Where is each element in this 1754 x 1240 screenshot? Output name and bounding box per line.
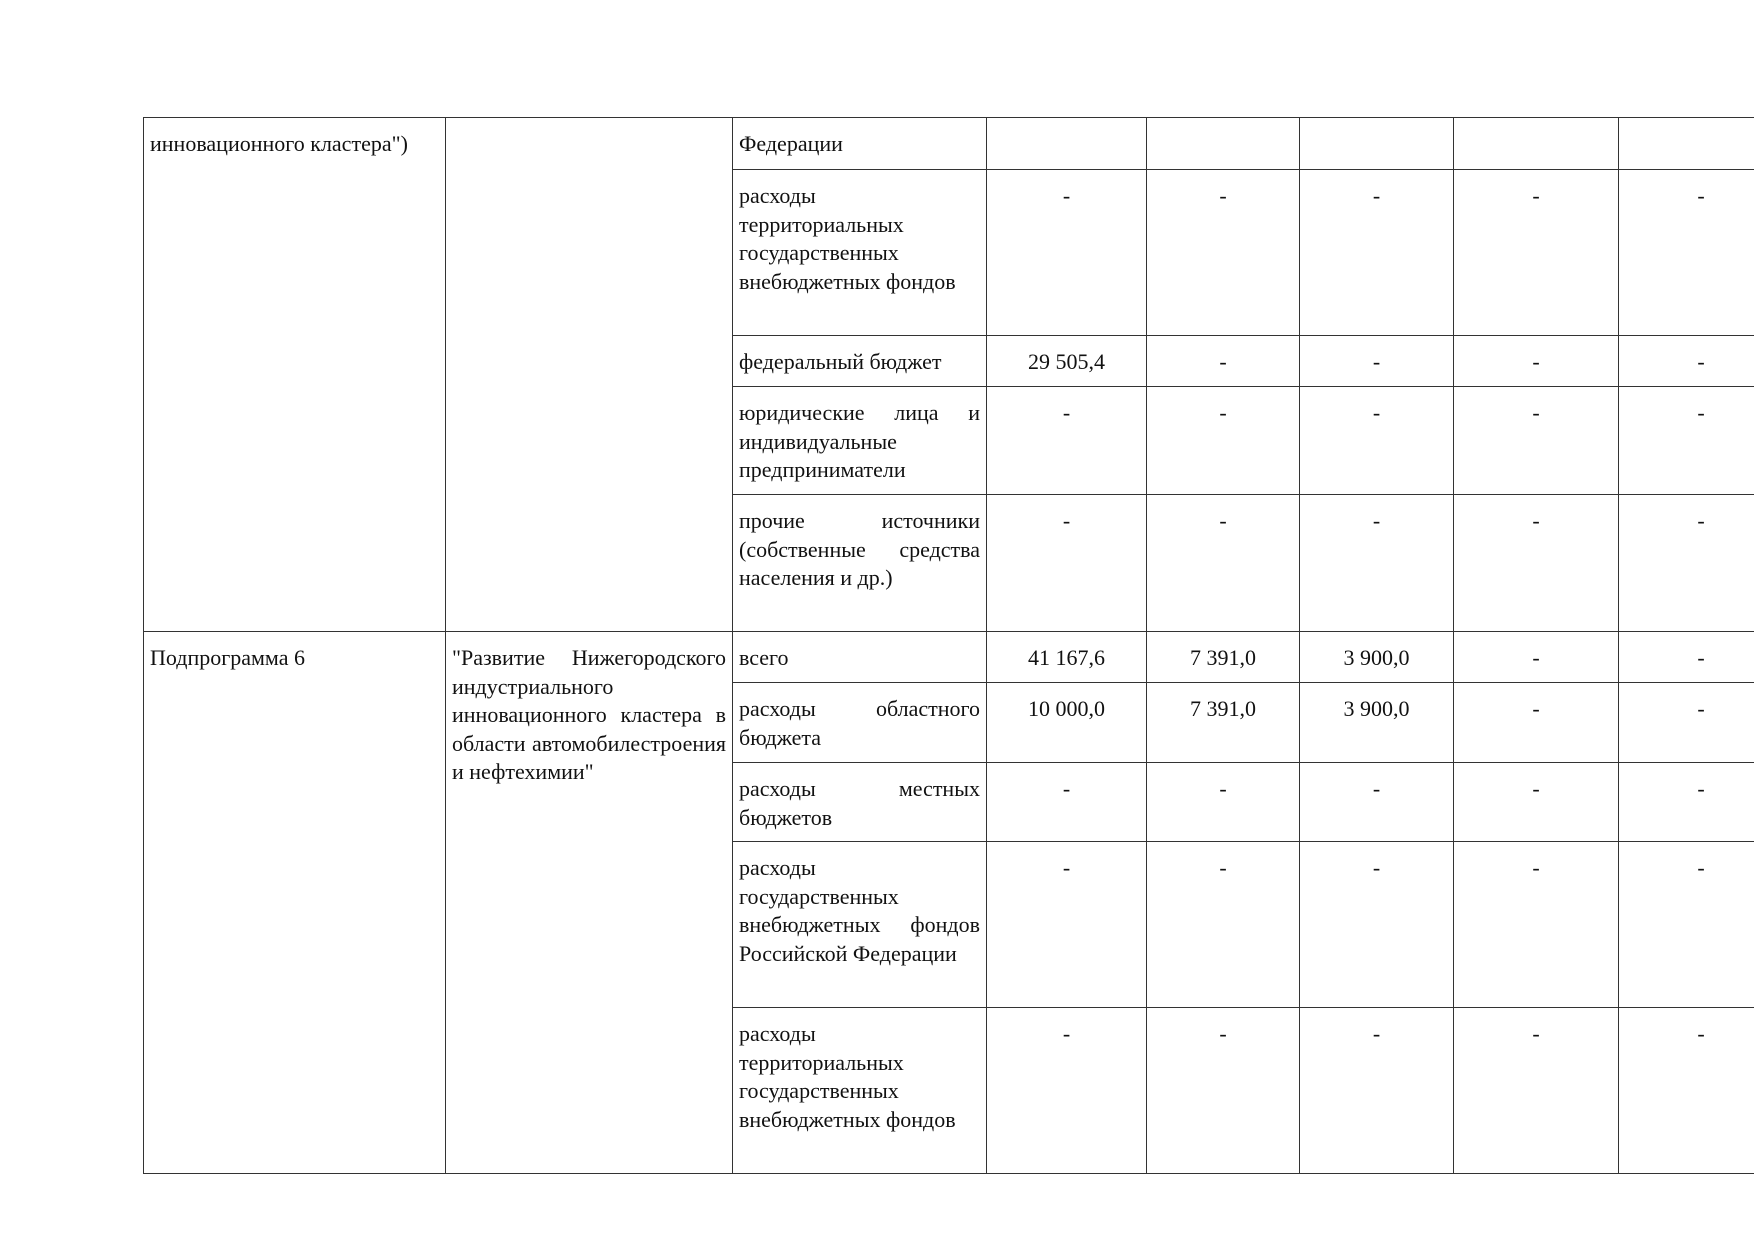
value-cell: -	[1454, 632, 1619, 683]
value-cell: 7 391,0	[1147, 632, 1300, 683]
value-cell: -	[1147, 842, 1300, 1008]
value-cell: -	[1300, 495, 1454, 632]
value-cell: -	[1619, 683, 1754, 763]
value-cell: -	[987, 170, 1147, 336]
value-cell: -	[1619, 387, 1754, 495]
value-cell: -	[1454, 170, 1619, 336]
value-cell: -	[1619, 1008, 1754, 1174]
value-cell: 7 391,0	[1147, 683, 1300, 763]
value-cell: -	[1454, 842, 1619, 1008]
value-cell: -	[1454, 683, 1619, 763]
value-cell	[1300, 118, 1454, 170]
value-cell: -	[1454, 387, 1619, 495]
funding-source-cell: расходы государственных внебюджетных фондов Российской Федерации	[733, 842, 987, 1008]
value-cell: -	[1454, 763, 1619, 842]
funding-source-cell: расходы областного бюджета	[733, 683, 987, 763]
value-cell: -	[1147, 170, 1300, 336]
subprogram-label-cell	[144, 632, 446, 1174]
funding-source-cell: расходы территориальных государственных внебюджетных фондов	[733, 170, 987, 336]
funding-source-cell: расходы территориальных государственных внебюджетных фондов	[733, 1008, 987, 1174]
program-title: инновационного кластера")	[150, 131, 408, 156]
value-cell: -	[1300, 842, 1454, 1008]
budget-table	[143, 117, 1754, 1174]
value-cell: -	[1619, 763, 1754, 842]
value-cell: -	[1454, 336, 1619, 387]
value-cell: -	[1300, 1008, 1454, 1174]
value-cell: 3 900,0	[1300, 683, 1454, 763]
value-cell: -	[1619, 632, 1754, 683]
value-cell	[1454, 118, 1619, 170]
program-description-cell	[446, 118, 733, 632]
value-cell: 10 000,0	[987, 683, 1147, 763]
value-cell: -	[1147, 336, 1300, 387]
funding-source-cell: юридические лица и индивидуальные предприниматели	[733, 387, 987, 495]
value-cell: -	[1147, 387, 1300, 495]
program-title-cell	[144, 118, 446, 632]
value-cell	[1147, 118, 1300, 170]
value-cell: -	[987, 1008, 1147, 1174]
funding-source-cell: всего	[733, 632, 987, 683]
value-cell: -	[987, 387, 1147, 495]
funding-source-cell: Федерации	[733, 118, 987, 170]
table-row	[144, 632, 1754, 683]
value-cell: -	[1300, 387, 1454, 495]
value-cell: 3 900,0	[1300, 632, 1454, 683]
subprogram-title-cell	[446, 632, 733, 1174]
value-cell: -	[987, 763, 1147, 842]
value-cell: -	[1619, 495, 1754, 632]
funding-source-cell: расходы местных бюджетов	[733, 763, 987, 842]
value-cell: -	[1300, 336, 1454, 387]
value-cell: -	[1454, 1008, 1619, 1174]
value-cell: -	[1454, 495, 1619, 632]
value-cell: -	[1147, 1008, 1300, 1174]
funding-source-cell: федеральный бюджет	[733, 336, 987, 387]
table-row	[144, 118, 1754, 170]
value-cell: -	[987, 495, 1147, 632]
value-cell: 41 167,6	[987, 632, 1147, 683]
value-cell: -	[1300, 763, 1454, 842]
value-cell	[987, 118, 1147, 170]
value-cell: 29 505,4	[987, 336, 1147, 387]
value-cell	[1619, 118, 1754, 170]
value-cell: -	[1147, 763, 1300, 842]
value-cell: -	[1147, 495, 1300, 632]
value-cell: -	[1619, 842, 1754, 1008]
subprogram-title: "Развитие Нижегородского индустриального инновационного кластера в области автомобилестроения и нефтехимии"	[452, 645, 726, 784]
subprogram-label: Подпрограмма 6	[150, 645, 305, 670]
value-cell: -	[1619, 170, 1754, 336]
value-cell: -	[1300, 170, 1454, 336]
value-cell: -	[987, 842, 1147, 1008]
funding-source-cell: прочие источники (собственные средства населения и др.)	[733, 495, 987, 632]
value-cell: -	[1619, 336, 1754, 387]
